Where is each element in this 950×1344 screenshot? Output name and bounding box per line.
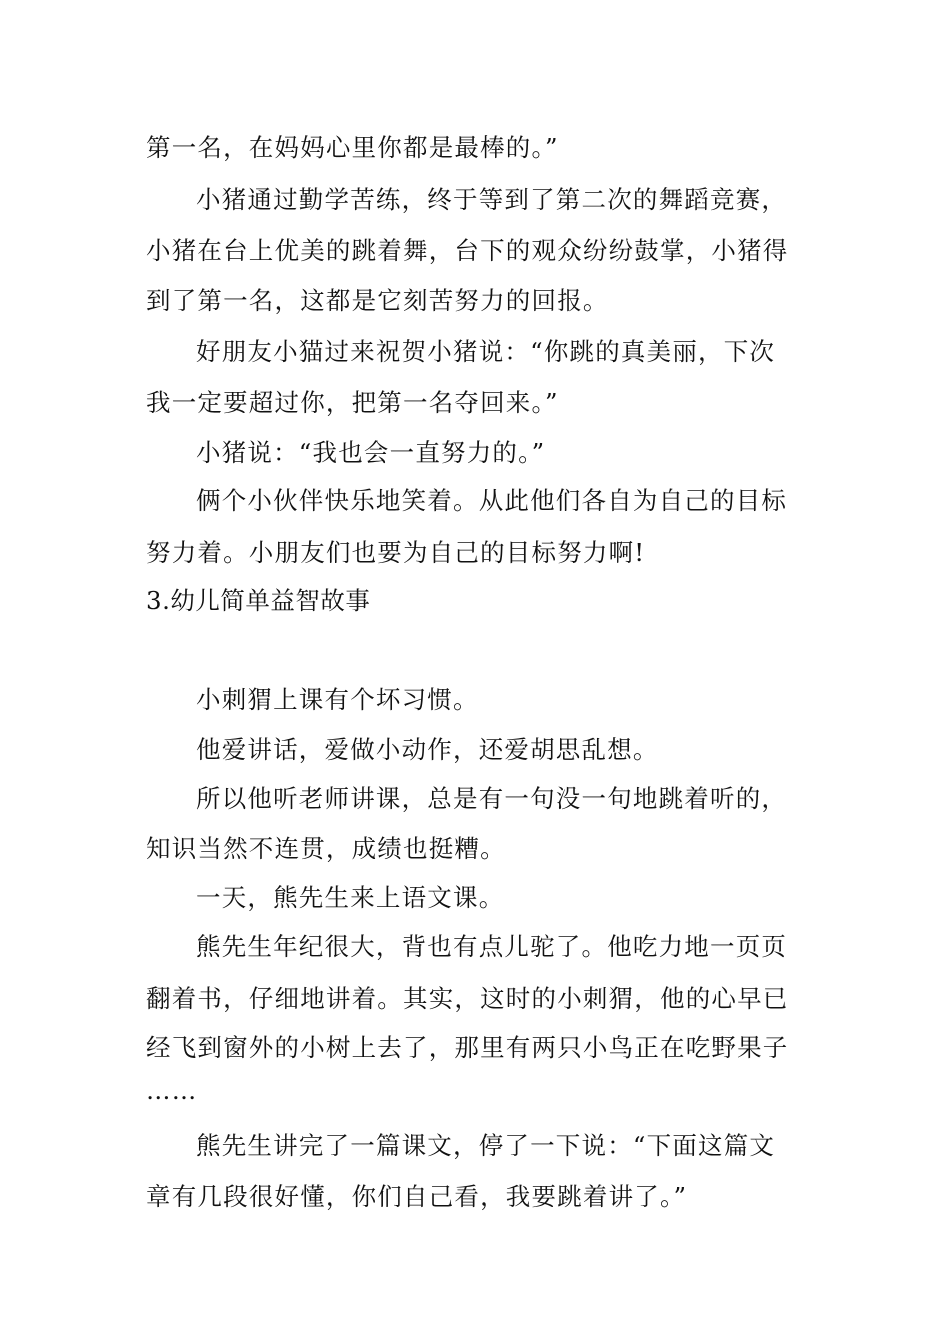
text-line: 翻着书，仔细地讲着。其实，这时的小刺猬，他的心早已 [146,984,789,1013]
paragraph-line: 一天，熊先生来上语文课。 [196,883,505,912]
paragraph-line: 俩个小伙伴快乐地笑着。从此他们各自为自己的目标 [196,486,788,515]
text-line: …… [146,1076,198,1105]
text-line: 经飞到窗外的小树上去了，那里有两只小鸟正在吃野果子 [146,1033,789,1062]
paragraph-line: 小猪说：“我也会一直努力的。” [196,438,546,467]
text-line: 第一名，在妈妈心里你都是最棒的。” [146,133,559,162]
paragraph-line: 所以他听老师讲课，总是有一句没一句地跳着听的， [196,784,788,813]
text-line: 知识当然不连贯，成绩也挺糟。 [146,834,506,863]
text-line: 章有几段很好懂，你们自己看，我要跳着讲了。” [146,1182,688,1211]
paragraph-line: 小猪通过勤学苦练，终于等到了第二次的舞蹈竞赛， [196,185,788,214]
paragraph-line: 小刺猬上课有个坏习惯。 [196,685,479,714]
paragraph-line: 熊先生讲完了一篇课文，停了一下说：“下面这篇文 [196,1131,776,1160]
text-line: 到了第一名，这都是它刻苦努力的回报。 [146,286,609,315]
text-line: 小猪在台上优美的跳着舞，台下的观众纷纷鼓掌，小猪得 [146,236,789,265]
text-line: 我一定要超过你，把第一名夺回来。” [146,388,559,417]
section-heading: 3.幼儿简单益智故事 [146,586,371,615]
paragraph-line: 他爱讲话，爱做小动作，还爱胡思乱想。 [196,735,659,764]
paragraph-line: 好朋友小猫过来祝贺小猪说：“你跳的真美丽，下次 [196,337,776,366]
paragraph-line: 熊先生年纪很大，背也有点儿驼了。他吃力地一页页 [196,932,788,961]
text-line: 努力着。小朋友们也要为自己的目标努力啊! [146,538,646,567]
